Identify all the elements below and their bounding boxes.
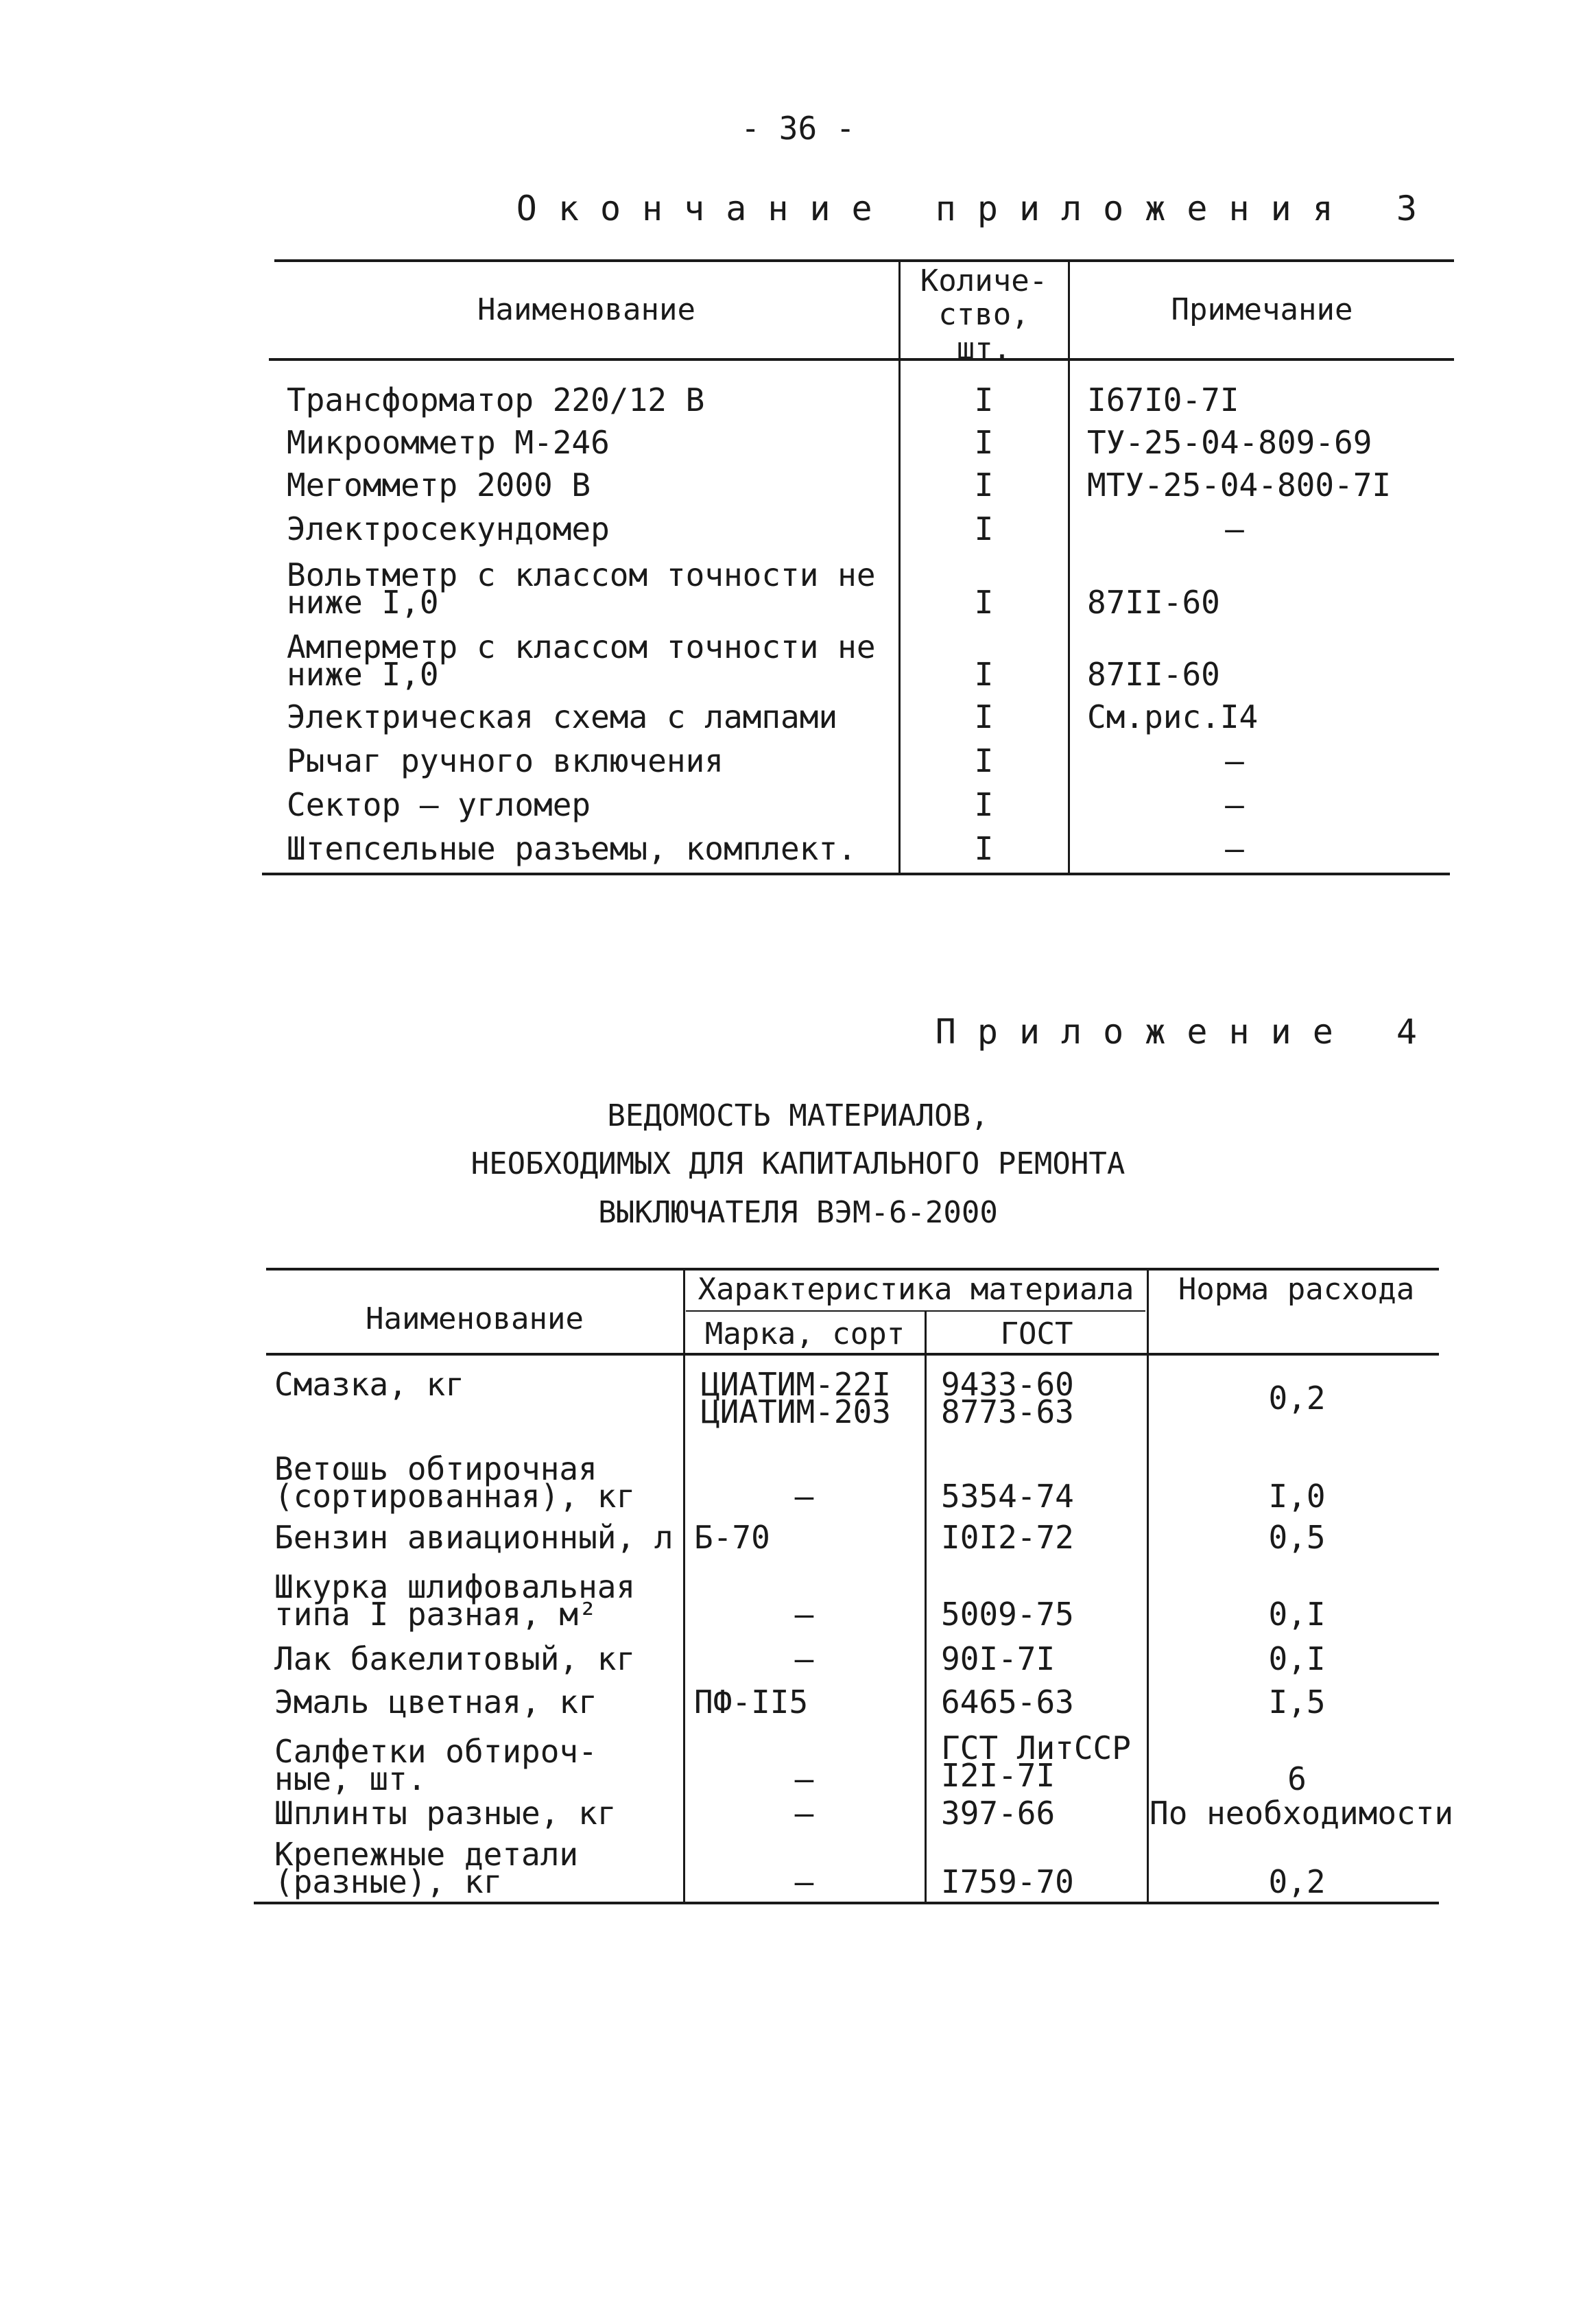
material-norm: 6 xyxy=(1287,1760,1307,1797)
material-grade: – xyxy=(794,1795,814,1832)
page-number: - 36 - xyxy=(741,110,855,147)
section4-heading: Приложение 4 xyxy=(935,1012,1438,1052)
equipment-note: 87II-60 xyxy=(1087,584,1220,621)
material-name: Бензин авиационный, л xyxy=(274,1519,674,1556)
equipment-name: Трансформатор 220/12 В xyxy=(287,381,705,418)
column-header-norm: Норма расхода xyxy=(1178,1272,1415,1307)
material-name: Шкурка шлифовальная xyxy=(274,1568,636,1605)
material-grade: – xyxy=(794,1863,814,1900)
table-top-rule xyxy=(274,259,1454,262)
material-gost: I2I-7I xyxy=(941,1757,1056,1794)
equipment-quantity: I xyxy=(974,786,994,823)
material-grade: – xyxy=(794,1760,814,1797)
equipment-quantity: I xyxy=(974,510,994,547)
equipment-name: Штепсельные разъемы, комплект. xyxy=(287,830,857,867)
material-name: Салфетки обтироч- xyxy=(274,1733,597,1770)
material-gost: I0I2-72 xyxy=(941,1519,1074,1556)
table-top-rule xyxy=(266,1268,1439,1271)
material-gost: 9433-60 xyxy=(941,1366,1074,1403)
equipment-note: – xyxy=(1225,742,1244,779)
material-name: Эмаль цветная, кг xyxy=(274,1683,597,1721)
equipment-quantity: I xyxy=(974,830,994,867)
material-name: Ветошь обтирочная xyxy=(274,1450,597,1487)
column-divider xyxy=(683,1269,685,1902)
material-norm: 0,5 xyxy=(1268,1519,1326,1556)
material-name: типа I разная, м² xyxy=(274,1596,597,1633)
material-grade: – xyxy=(794,1640,814,1677)
equipment-name: Электросекундомер xyxy=(287,510,610,547)
column-header-qty: Количе- ство, шт. xyxy=(920,263,1048,366)
material-norm: 0,I xyxy=(1268,1640,1326,1677)
equipment-name: Сектор – угломер xyxy=(287,786,591,823)
column-header-grade: Марка, сорт xyxy=(704,1316,905,1351)
material-gost: ГСТ ЛитССР xyxy=(941,1729,1131,1766)
column-header-note: Примечание xyxy=(1171,292,1353,327)
column-header-gost: ГОСТ xyxy=(1000,1316,1073,1351)
table-header-rule xyxy=(266,1353,1439,1356)
column-header-name: Наименование xyxy=(366,1301,584,1336)
material-name: Шплинты разные, кг xyxy=(274,1795,617,1832)
material-norm: 0,2 xyxy=(1268,1380,1326,1417)
equipment-note: – xyxy=(1225,830,1244,867)
column-divider xyxy=(1068,261,1070,873)
column-header-group: Характеристика материала xyxy=(698,1272,1134,1307)
equipment-name: Рычаг ручного включения xyxy=(287,742,724,779)
equipment-name: Электрическая схема с лампами xyxy=(287,698,838,735)
equipment-note: 87II-60 xyxy=(1087,656,1220,693)
equipment-quantity: I xyxy=(974,584,994,621)
equipment-name: Амперметр с классом точности не xyxy=(287,628,876,665)
material-grade: – xyxy=(794,1596,814,1633)
material-gost: 5354-74 xyxy=(941,1478,1074,1515)
equipment-name: ниже I,0 xyxy=(287,584,439,621)
material-grade: ЦИАТИМ-203 xyxy=(701,1393,891,1430)
material-grade: Б-70 xyxy=(694,1519,770,1556)
equipment-quantity: I xyxy=(974,698,994,735)
material-gost: 8773-63 xyxy=(941,1393,1074,1430)
equipment-name: Вольтметр с классом точности не xyxy=(287,556,876,593)
equipment-note: – xyxy=(1225,510,1244,547)
material-grade: ЦИАТИМ-22I xyxy=(701,1366,891,1403)
material-gost: 397-66 xyxy=(941,1795,1056,1832)
equipment-name: Микроомметр М-246 xyxy=(287,424,610,461)
material-norm: По необходимости xyxy=(1150,1795,1454,1832)
equipment-quantity: I xyxy=(974,424,994,461)
equipment-quantity: I xyxy=(974,742,994,779)
material-grade: ПФ-II5 xyxy=(694,1683,809,1721)
column-divider xyxy=(925,1312,927,1902)
equipment-quantity: I xyxy=(974,656,994,693)
equipment-note: См.рис.I4 xyxy=(1087,698,1259,735)
material-name: Крепежные детали xyxy=(274,1836,579,1873)
table-header-rule xyxy=(269,358,1454,361)
material-name: ные, шт. xyxy=(274,1760,427,1797)
equipment-name: Мегомметр 2000 В xyxy=(287,466,591,504)
material-grade: – xyxy=(794,1478,814,1515)
material-norm: 0,2 xyxy=(1268,1863,1326,1900)
column-header-name: Наименование xyxy=(477,292,695,327)
equipment-quantity: I xyxy=(974,381,994,418)
equipment-name: ниже I,0 xyxy=(287,656,439,693)
equipment-note: I67I0-7I xyxy=(1087,381,1239,418)
material-gost: 90I-7I xyxy=(941,1640,1056,1677)
equipment-note: МТУ-25-04-800-7I xyxy=(1087,466,1392,504)
material-norm: I,0 xyxy=(1268,1478,1326,1515)
material-gost: 5009-75 xyxy=(941,1596,1074,1633)
table-bottom-rule xyxy=(254,1902,1439,1904)
material-name: Лак бакелитовый, кг xyxy=(274,1640,636,1677)
document-title: ВЕДОМОСТЬ МАТЕРИАЛОВ, НЕОБХОДИМЫХ ДЛЯ КАПИТАЛЬНОГО РЕМОНТА ВЫКЛЮЧАТЕЛЯ ВЭМ-6-2000 xyxy=(471,1098,1125,1230)
table-bottom-rule xyxy=(262,873,1450,875)
subheader-rule xyxy=(686,1310,1145,1312)
section3-heading: Окончание приложения 3 xyxy=(516,189,1438,228)
column-divider xyxy=(1147,1269,1149,1902)
material-gost: 6465-63 xyxy=(941,1683,1074,1721)
equipment-quantity: I xyxy=(974,466,994,504)
material-name: (сортированная), кг xyxy=(274,1478,636,1515)
material-norm: I,5 xyxy=(1268,1683,1326,1721)
material-gost: I759-70 xyxy=(941,1863,1074,1900)
equipment-note: ТУ-25-04-809-69 xyxy=(1087,424,1372,461)
equipment-note: – xyxy=(1225,786,1244,823)
material-norm: 0,I xyxy=(1268,1596,1326,1633)
material-name: (разные), кг xyxy=(274,1863,503,1900)
material-name: Смазка, кг xyxy=(274,1366,464,1403)
